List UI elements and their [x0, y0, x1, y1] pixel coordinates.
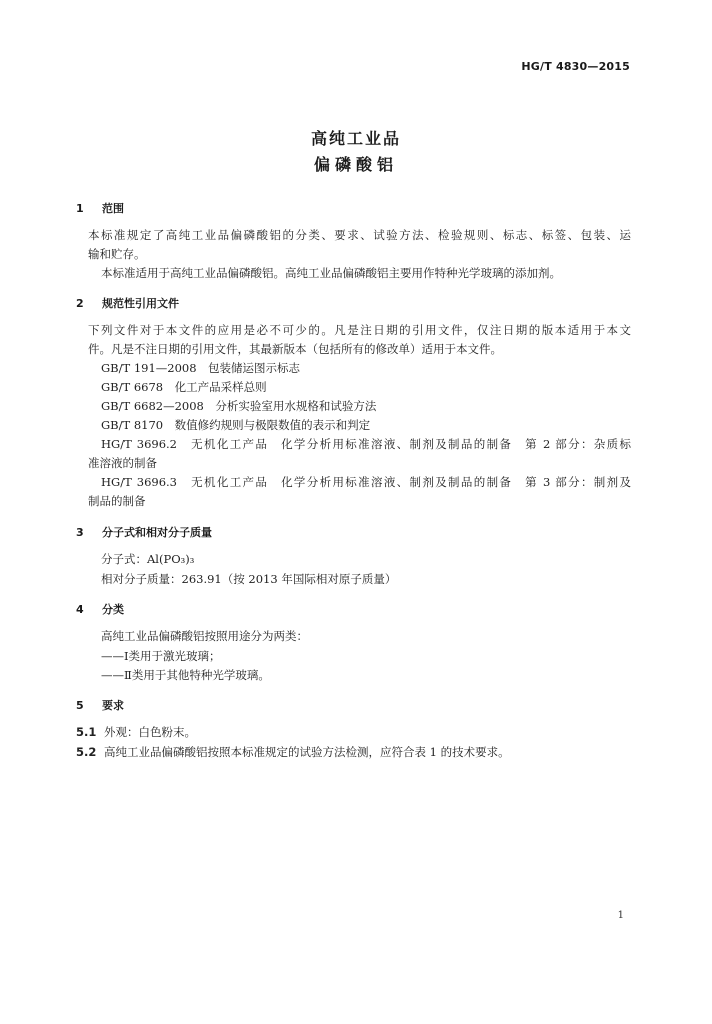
- reference-hg-t-3696-2-line-2: 准溶液的制备: [88, 456, 157, 470]
- section-5-heading: [76, 697, 124, 713]
- classification-item-1: ——Ⅰ类用于激光玻璃；: [101, 649, 221, 663]
- section-1-heading: [76, 200, 124, 216]
- section-1-paragraph-1-line-2: 输和贮存。: [88, 247, 146, 261]
- standard-code: HG/T 4830—2015: [521, 60, 630, 73]
- classification-item-2: ——Ⅱ类用于其他特种光学玻璃。: [101, 668, 270, 682]
- page-number: 1: [617, 910, 624, 921]
- section-1-paragraph-2: 本标准适用于高纯工业品偏磷酸铝。高纯工业品偏磷酸铝主要用作特种光学玻璃的添加剂。: [101, 266, 561, 280]
- reference-gb-t-6682: GB/T 6682—2008 分析实验室用水规格和试验方法: [101, 399, 377, 413]
- section-number: 1: [76, 202, 84, 215]
- section-4-heading: [76, 601, 124, 617]
- classification-intro: 高纯工业品偏磷酸铝按照用途分为两类：: [101, 629, 308, 643]
- section-title: 规范性引用文件: [102, 297, 179, 310]
- section-title: 范围: [102, 202, 124, 215]
- section-title: 分类: [102, 603, 124, 616]
- reference-gb-t-6678: GB/T 6678 化工产品采样总则: [101, 380, 267, 394]
- relative-molecular-mass: 相对分子质量：263.91（按 2013 年国际相对原子质量）: [101, 572, 397, 586]
- reference-hg-t-3696-2-line-1: HG/T 3696.2 无机化工产品 化学分析用标准溶液、制剂及制品的制备 第 2 部分：杂质标: [101, 437, 631, 451]
- document-title-line1: 高纯工业品: [310, 129, 401, 148]
- section-3-heading: [76, 524, 212, 540]
- section-title: 分子式和相对分子质量: [102, 526, 212, 539]
- section-number: 5: [76, 699, 84, 712]
- reference-gb-t-191: GB/T 191—2008 包装储运图示标志: [101, 361, 301, 375]
- clause-5-1: [76, 724, 196, 740]
- reference-gb-t-8170: GB/T 8170 数值修约规则与极限数值的表示和判定: [101, 418, 371, 432]
- clause-number: 5.1: [76, 725, 97, 739]
- document-title-line2: 偏磷酸铝: [313, 155, 398, 174]
- clause-5-2: [76, 744, 510, 760]
- section-2-heading: [76, 295, 179, 311]
- clause-text: 外观：白色粉末。: [104, 725, 196, 739]
- section-1-paragraph-1-line-1: 本标准规定了高纯工业品偏磷酸铝的分类、要求、试验方法、检验规则、标志、标签、包装、运: [88, 228, 631, 242]
- molecular-formula: 分子式：Al(PO₃)₃: [101, 552, 195, 566]
- section-number: 2: [76, 297, 84, 310]
- section-2-paragraph-line-2: 件。凡是不注日期的引用文件，其最新版本（包括所有的修改单）适用于本文件。: [88, 342, 502, 356]
- reference-hg-t-3696-3-line-2: 制品的制备: [88, 494, 146, 508]
- section-number: 4: [76, 603, 84, 616]
- section-number: 3: [76, 526, 84, 539]
- clause-text: 高纯工业品偏磷酸铝按照本标准规定的试验方法检测，应符合表 1 的技术要求。: [104, 745, 510, 759]
- clause-number: 5.2: [76, 745, 97, 759]
- reference-hg-t-3696-3-line-1: HG/T 3696.3 无机化工产品 化学分析用标准溶液、制剂及制品的制备 第 3 部分：制剂及: [101, 475, 631, 489]
- section-2-paragraph-line-1: 下列文件对于本文件的应用是必不可少的。凡是注日期的引用文件，仅注日期的版本适用于本文: [88, 323, 631, 337]
- section-title: 要求: [102, 699, 124, 712]
